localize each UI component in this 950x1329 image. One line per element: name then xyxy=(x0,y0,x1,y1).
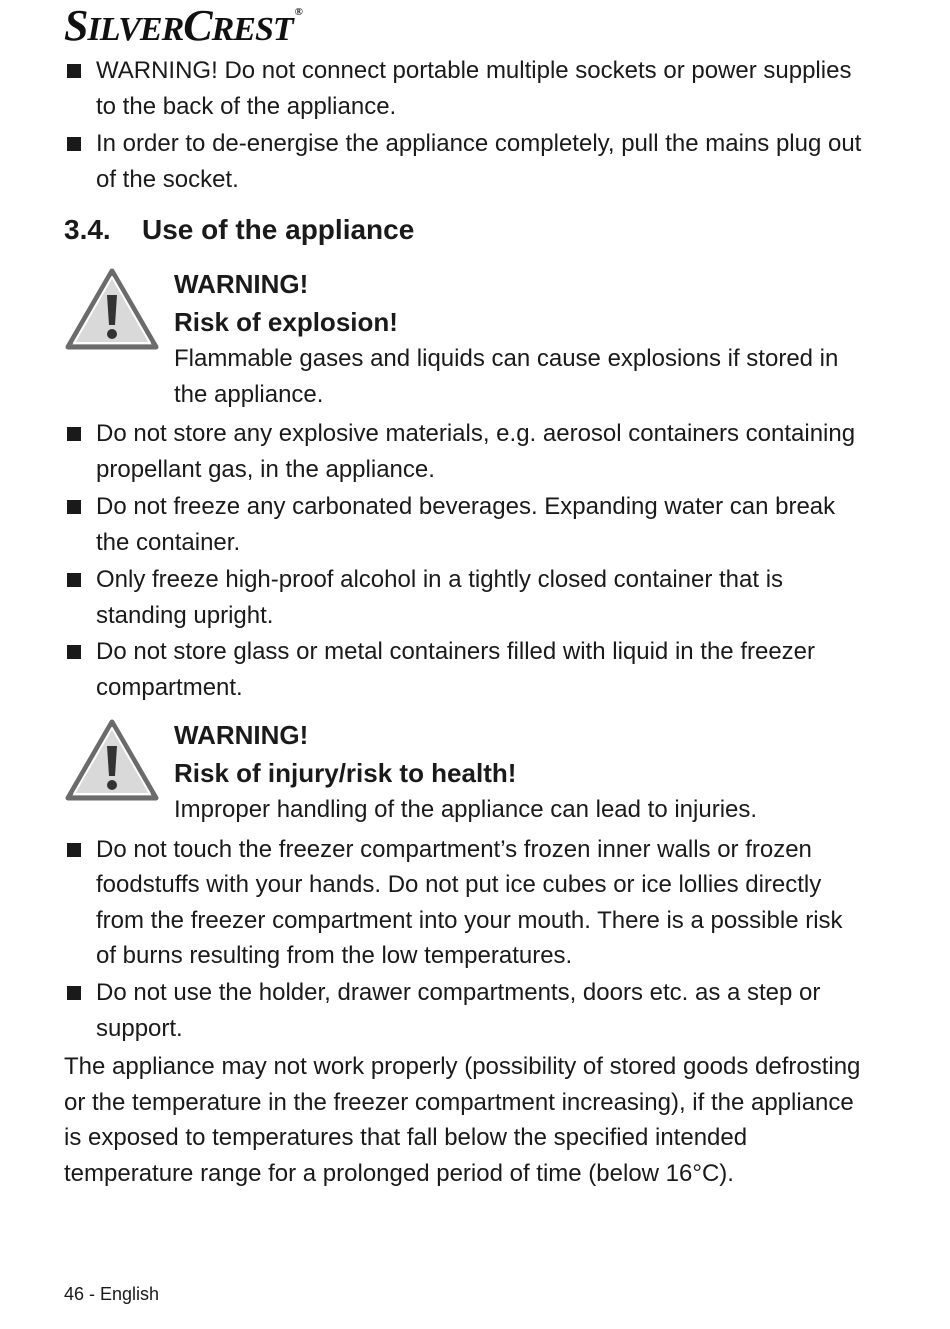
brand-logo: SILVERCREST ® xyxy=(64,1,302,50)
bullet-item: WARNING! Do not connect portable multiple sockets or power supplies to the back of the appliance. xyxy=(64,53,864,125)
bullet-square-icon xyxy=(67,843,81,857)
bullet-square-icon xyxy=(67,500,81,514)
warning-subtitle: Risk of injury/risk to health! xyxy=(174,758,517,788)
section-title: Use of the appliance xyxy=(142,214,415,245)
bullet-item: Do not store glass or metal containers filled with liquid in the freezer compartment. xyxy=(64,634,864,706)
bullet-square-icon xyxy=(67,64,81,78)
bullet-item: Do not touch the freezer compartment’s frozen inner walls or frozen foodstuffs with your hands. Do not put ice cubes or ice lollies directly from the freezer compartment into your mouth. There is a possible risk of burns resulting from the low temperatures. xyxy=(64,832,864,973)
warning-triangle-icon xyxy=(64,267,160,351)
bullet-item: In order to de-energise the appliance completely, pull the mains plug out of the socket. xyxy=(64,126,864,198)
warning-triangle-icon xyxy=(64,718,160,802)
warning-text: Flammable gases and liquids can cause explosions if stored in the appliance. xyxy=(174,345,839,408)
page-footer: 46 - English xyxy=(64,1284,160,1304)
bullet-square-icon xyxy=(67,986,81,1000)
warning-subtitle: Risk of explosion! xyxy=(174,307,398,337)
bullet-item: Do not freeze any carbonated beverages. Expanding water can break the container. xyxy=(64,489,864,561)
bullet-square-icon xyxy=(67,645,81,659)
bullet-item: Only freeze high-proof alcohol in a tightly closed container that is standing upright. xyxy=(64,562,864,634)
body-paragraph: The appliance may not work properly (possibility of stored goods defrosting or the temperature in the freezer compartment increasing), if the appliance is exposed to temperatures that fall below the specified intended temperature range for a prolonged period of time (below 16°C). xyxy=(64,1053,861,1187)
section-number: 3.4. xyxy=(64,214,111,245)
warning-title: WARNING! xyxy=(174,720,309,750)
bullet-square-icon xyxy=(67,573,81,587)
bullet-item: Do not use the holder, drawer compartments, doors etc. as a step or support. xyxy=(64,975,864,1047)
warning-title: WARNING! xyxy=(174,269,309,299)
warning-text: Improper handling of the appliance can lead to injuries. xyxy=(174,796,758,823)
bullet-item: Do not store any explosive materials, e.g. aerosol containers containing propellant gas, in the appliance. xyxy=(64,416,864,488)
section-heading xyxy=(64,210,414,250)
bullet-square-icon xyxy=(67,137,81,151)
bullet-square-icon xyxy=(67,427,81,441)
